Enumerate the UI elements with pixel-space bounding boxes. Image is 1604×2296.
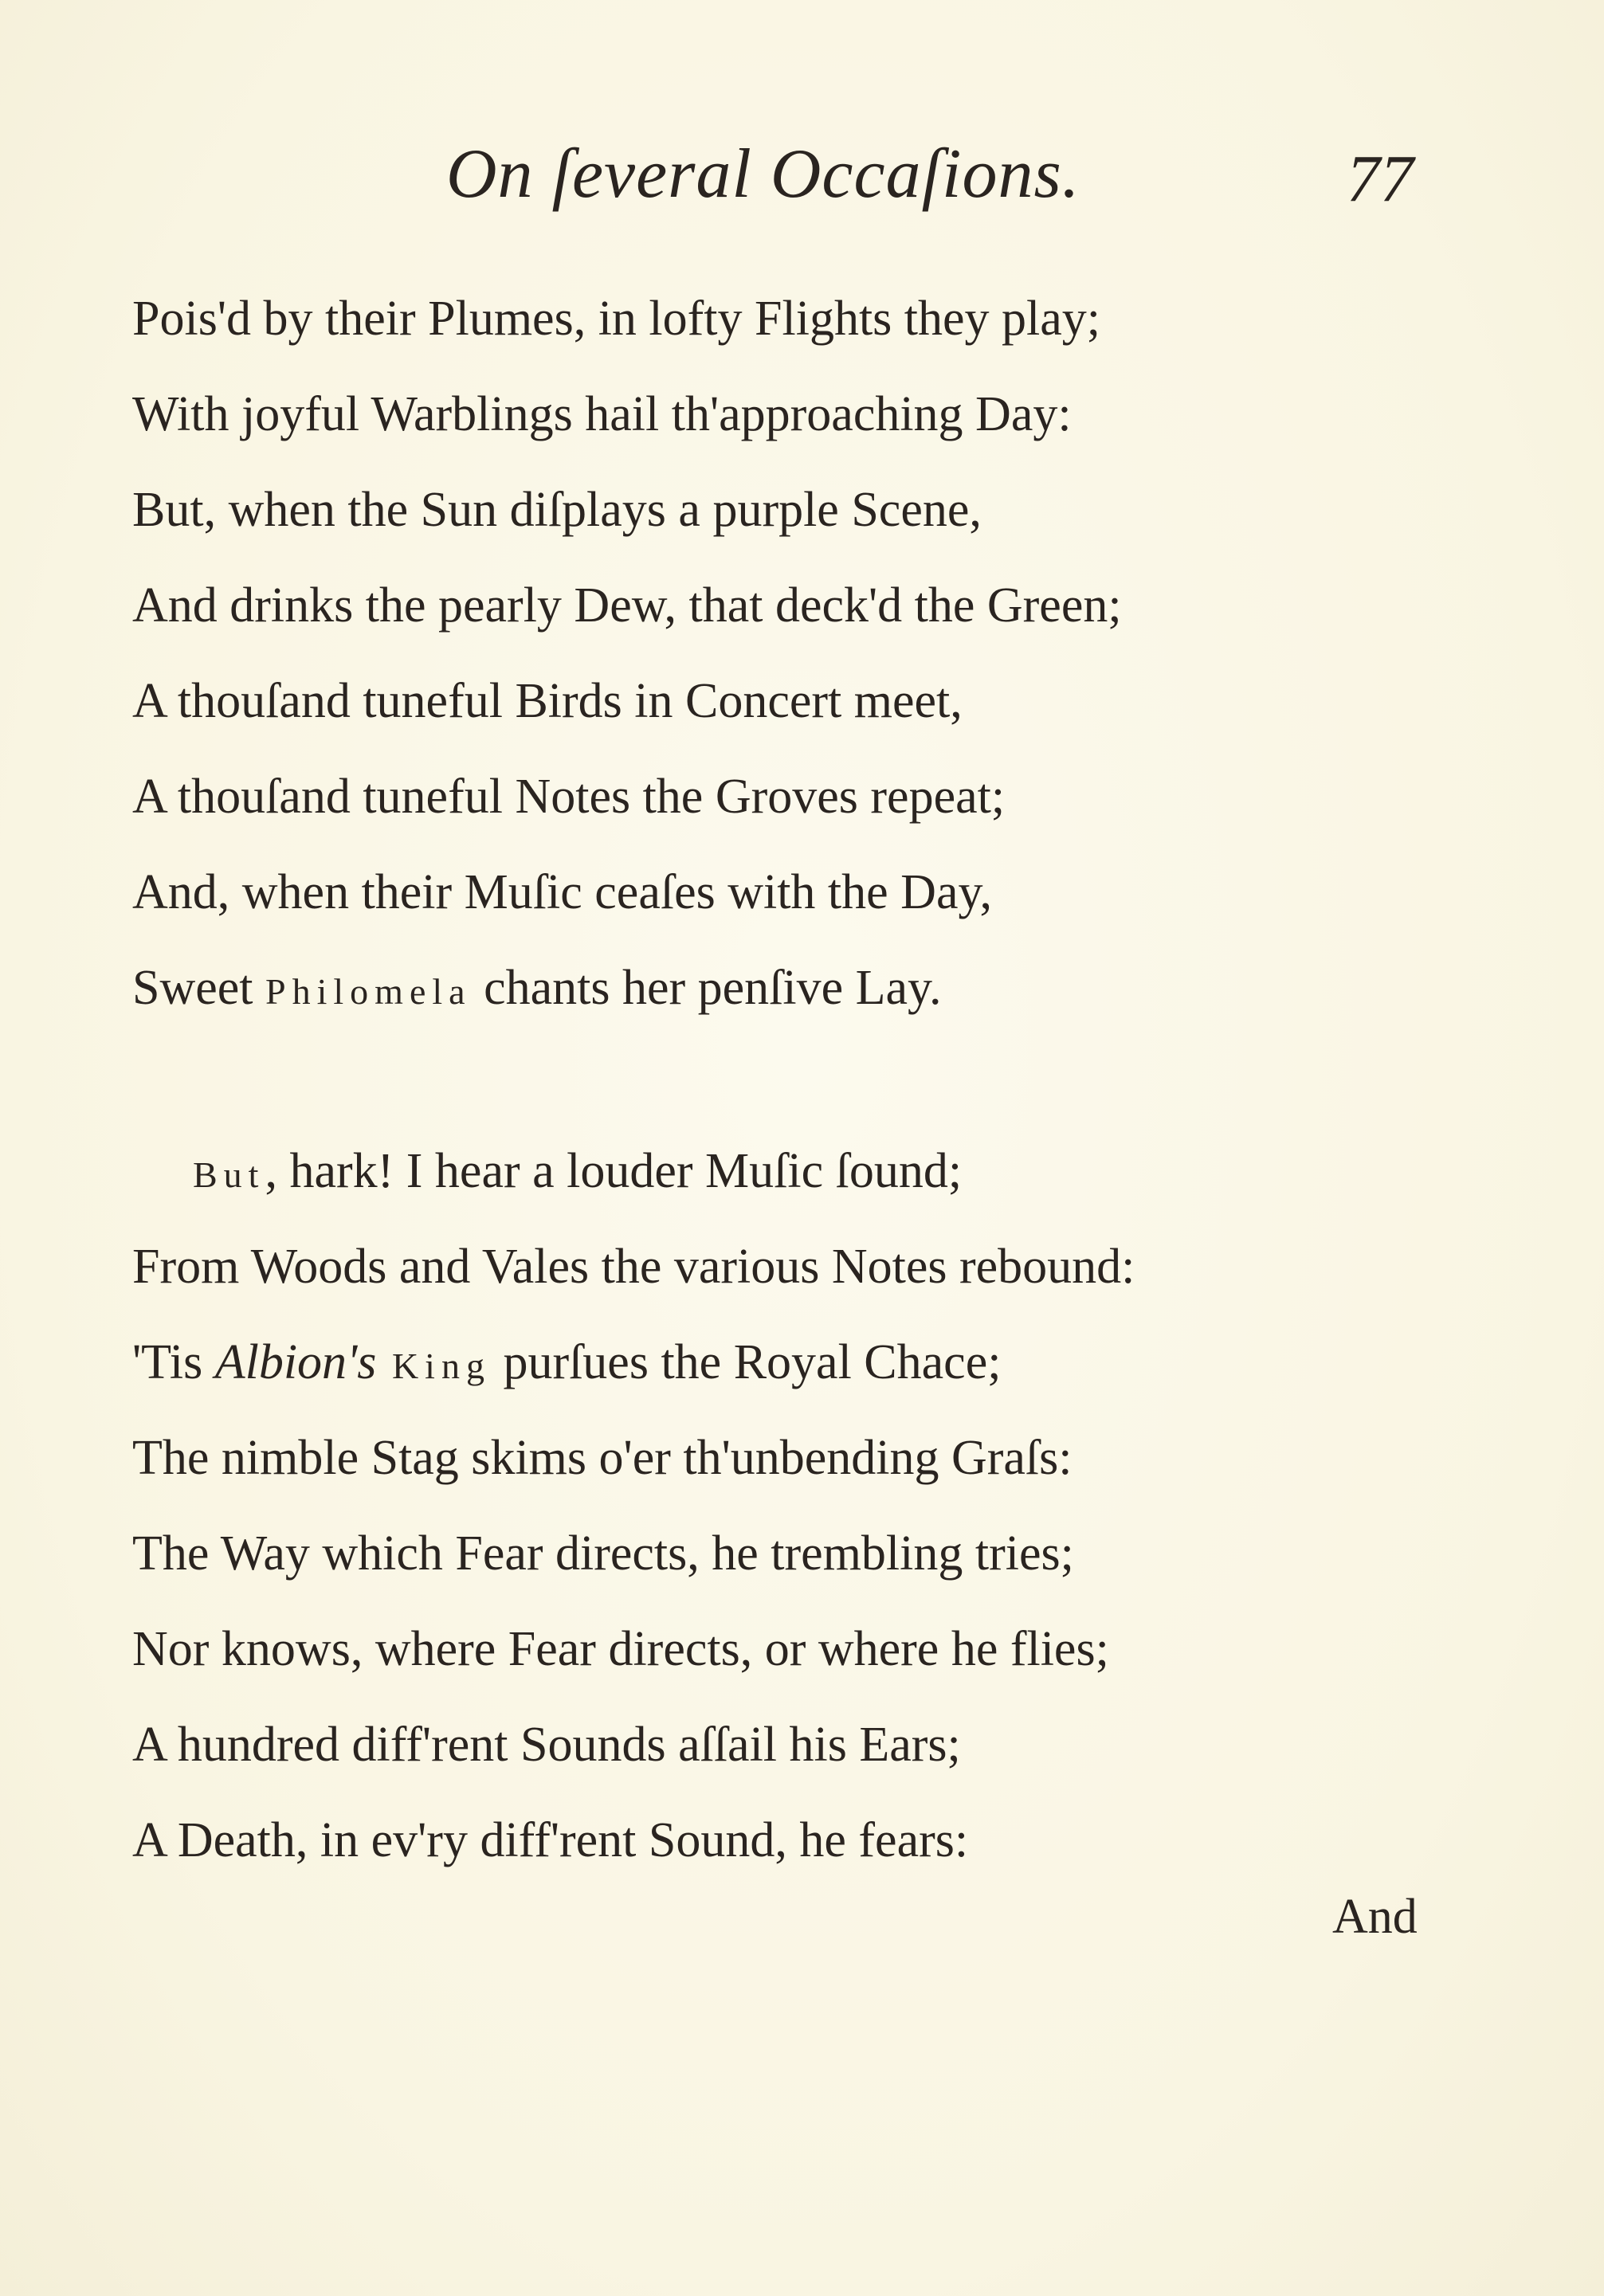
verse-line [132,940,1407,1036]
verse-text: A hundred diff'rent Sounds aſſail his Ears; [132,1718,961,1772]
verse-line [132,1506,1407,1601]
verse-text: The nimble Stag skims o'er th'unbending Graſs: [132,1431,1073,1485]
verse-text: And, when their Muſic ceaſes with the Day, [132,865,992,919]
verse-text: , hark! I hear a louder Muſic ſound; [265,1144,963,1198]
verse-line [132,1219,1407,1315]
verse-text: 'Tis [132,1335,215,1389]
verse-line [132,1601,1407,1697]
verse-line [132,462,1407,558]
name-smallcaps: Philomela [265,971,472,1012]
verse-line [132,1793,1407,1888]
verse-line [132,366,1407,462]
verse-line [132,1410,1407,1506]
name-italic: Albion's [214,1335,377,1389]
verse-text: The Way which Fear directs, he trembling tries; [132,1526,1074,1581]
catchword: And [1332,1890,1418,1944]
opening-smallcaps: But [193,1154,265,1195]
verse-text: Nor knows, where Fear directs, or where he flies; [132,1622,1109,1676]
verse-line [132,558,1407,653]
stanza-one [132,271,1407,1036]
page-number: 77 [1347,142,1414,216]
verse-text: A Death, in ev'ry diff'rent Sound, he fears: [132,1813,969,1867]
verse-text: With joyful Warblings hail th'approaching Day: [132,387,1072,441]
verse-line [132,1123,1407,1219]
verse-text: From Woods and Vales the various Notes rebound: [132,1240,1135,1294]
verse-text: But, when the Sun diſplays a purple Scene, [132,483,982,537]
name-smallcaps: King [376,1346,491,1386]
verse-text: A thouſand tuneful Birds in Concert meet, [132,674,963,728]
verse-line [132,653,1407,749]
verse-line [132,271,1407,366]
verse-text: purſues the Royal Chace; [490,1335,1002,1389]
stanza-two [132,1123,1407,1888]
verse-text: chants her penſive Lay. [471,961,942,1015]
verse-text: Sweet [132,961,266,1015]
verse-text: A thouſand tuneful Notes the Groves repeat; [132,770,1006,824]
verse-text: And drinks the pearly Dew, that deck'd the Green; [132,578,1122,633]
verse-text: Pois'd by their Plumes, in lofty Flights they play; [132,292,1101,346]
verse-line [132,749,1407,844]
verse-line [132,1697,1407,1793]
running-title: On ſeveral Occaſions. [446,135,1080,213]
running-head [0,134,1604,221]
verse-line [132,1315,1407,1410]
verse-line [132,844,1407,940]
